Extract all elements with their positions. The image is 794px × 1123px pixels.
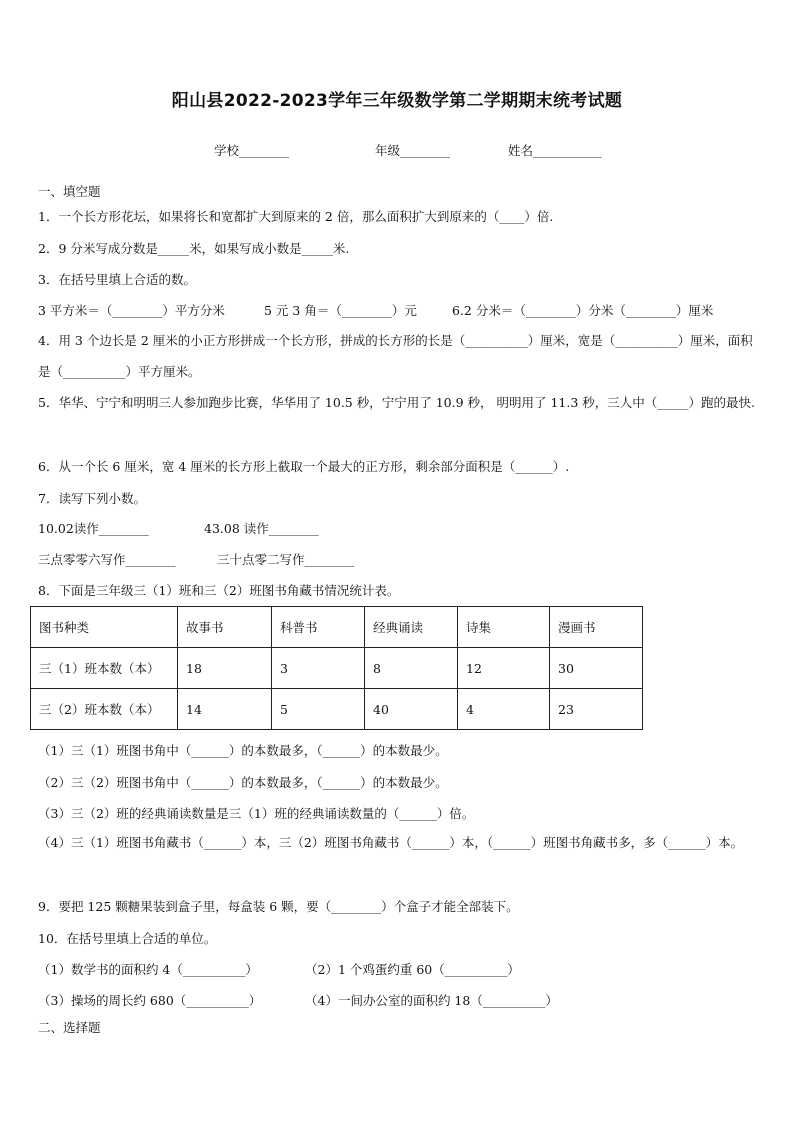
question-10-d: （4）一间办公室的面积约 18（__________） [305,993,558,1008]
name-field: 姓名___________ [508,143,602,158]
table-cell: 14 [178,689,272,730]
book-stats-table [30,606,643,730]
table-header-cell: 图书种类 [31,607,178,648]
table-cell: 12 [458,648,550,689]
question-4: 4．用 3 个边长是 2 厘米的小正方形拼成一个长方形，拼成的长方形的长是（__________）厘米，宽是（__________）厘米，面积是（__________）平方厘米。 [38,333,753,379]
question-10-a: （1）数学书的面积约 4（__________） [38,962,258,977]
table-cell: 23 [550,689,643,730]
question-9: 9．要把 125 颗糖果装到盒子里，每盒装 6 颗，要（________）个盒子才能全部装下。 [38,899,519,914]
table-cell: 三（2）班本数（本） [31,689,178,730]
page-title: 阳山县2022-2023学年三年级数学第二学期期末统考试题 [171,91,623,111]
table-header-row [31,607,643,648]
table-cell: 5 [272,689,365,730]
question-3-stem: 3．在括号里填上合适的数。 [38,272,196,287]
section-heading-multiple-choice: 二、选择题 [38,1020,101,1035]
question-7-a: 10.02读作________ [38,521,149,536]
table-cell: 3 [272,648,365,689]
question-8-stem: 8．下面是三年级三（1）班和三（2）班图书角藏书情况统计表。 [38,583,400,598]
question-8-sub-4: （4）三（1）班图书角藏书（______）本，三（2）班图书角藏书（______）本，（______）班图书角藏书多，多（______）本。 [38,835,744,850]
table-header-cell: 诗集 [458,607,550,648]
table-cell: 40 [365,689,458,730]
table-header-cell: 故事书 [178,607,272,648]
question-8-sub-3: （3）三（2）班的经典诵读数量是三（1）班的经典诵读数量的（______）倍。 [38,806,475,821]
grade-field: 年级________ [375,143,451,158]
table-cell: 8 [365,648,458,689]
question-3-a: 3 平方米＝（________）平方分米 [38,303,225,318]
question-7-stem: 7．读写下列小数。 [38,491,146,506]
question-2: 2．9 分米写成分数是_____米，如果写成小数是_____米. [38,241,350,256]
question-8-sub-2: （2）三（2）班图书角中（______）的本数最多，（______）的本数最少。 [38,775,448,790]
table-cell: 三（1）班本数（本） [31,648,178,689]
table-header-cell: 科普书 [272,607,365,648]
question-5: 5．华华、宁宁和明明三人参加跑步比赛，华华用了 10.5 秒，宁宁用了 10.9 秒， 明明用了 11.3 秒，三人中（_____）跑的最快. [38,395,755,410]
question-1: 1．一个长方形花坛，如果将长和宽都扩大到原来的 2 倍，那么面积扩大到原来的（____）倍. [38,209,554,224]
question-6: 6．从一个长 6 厘米，宽 4 厘米的长方形上截取一个最大的正方形，剩余部分面积是（______）. [38,459,570,474]
school-field: 学校________ [214,143,290,158]
question-3-b: 5 元 3 角＝（________）元 [264,303,417,318]
question-7-c: 三点零零六写作________ [38,552,176,567]
question-10-c: （3）操场的周长约 680（__________） [38,993,262,1008]
question-3-c: 6.2 分米＝（________）分米（________）厘米 [452,303,714,318]
table-row [31,689,643,730]
table-row [31,648,643,689]
section-heading-fill-blank: 一、填空题 [38,184,101,199]
table-cell: 4 [458,689,550,730]
question-10-b: （2）1 个鸡蛋约重 60（__________） [305,962,520,977]
table-cell: 30 [550,648,643,689]
question-8-sub-1: （1）三（1）班图书角中（______）的本数最多，（______）的本数最少。 [38,743,448,758]
table-header-cell: 漫画书 [550,607,643,648]
table-cell: 18 [178,648,272,689]
question-7-d: 三十点零二写作________ [217,552,355,567]
question-7-b: 43.08 读作________ [204,521,319,536]
table-header-cell: 经典诵读 [365,607,458,648]
question-10-stem: 10．在括号里填上合适的单位。 [38,931,217,946]
